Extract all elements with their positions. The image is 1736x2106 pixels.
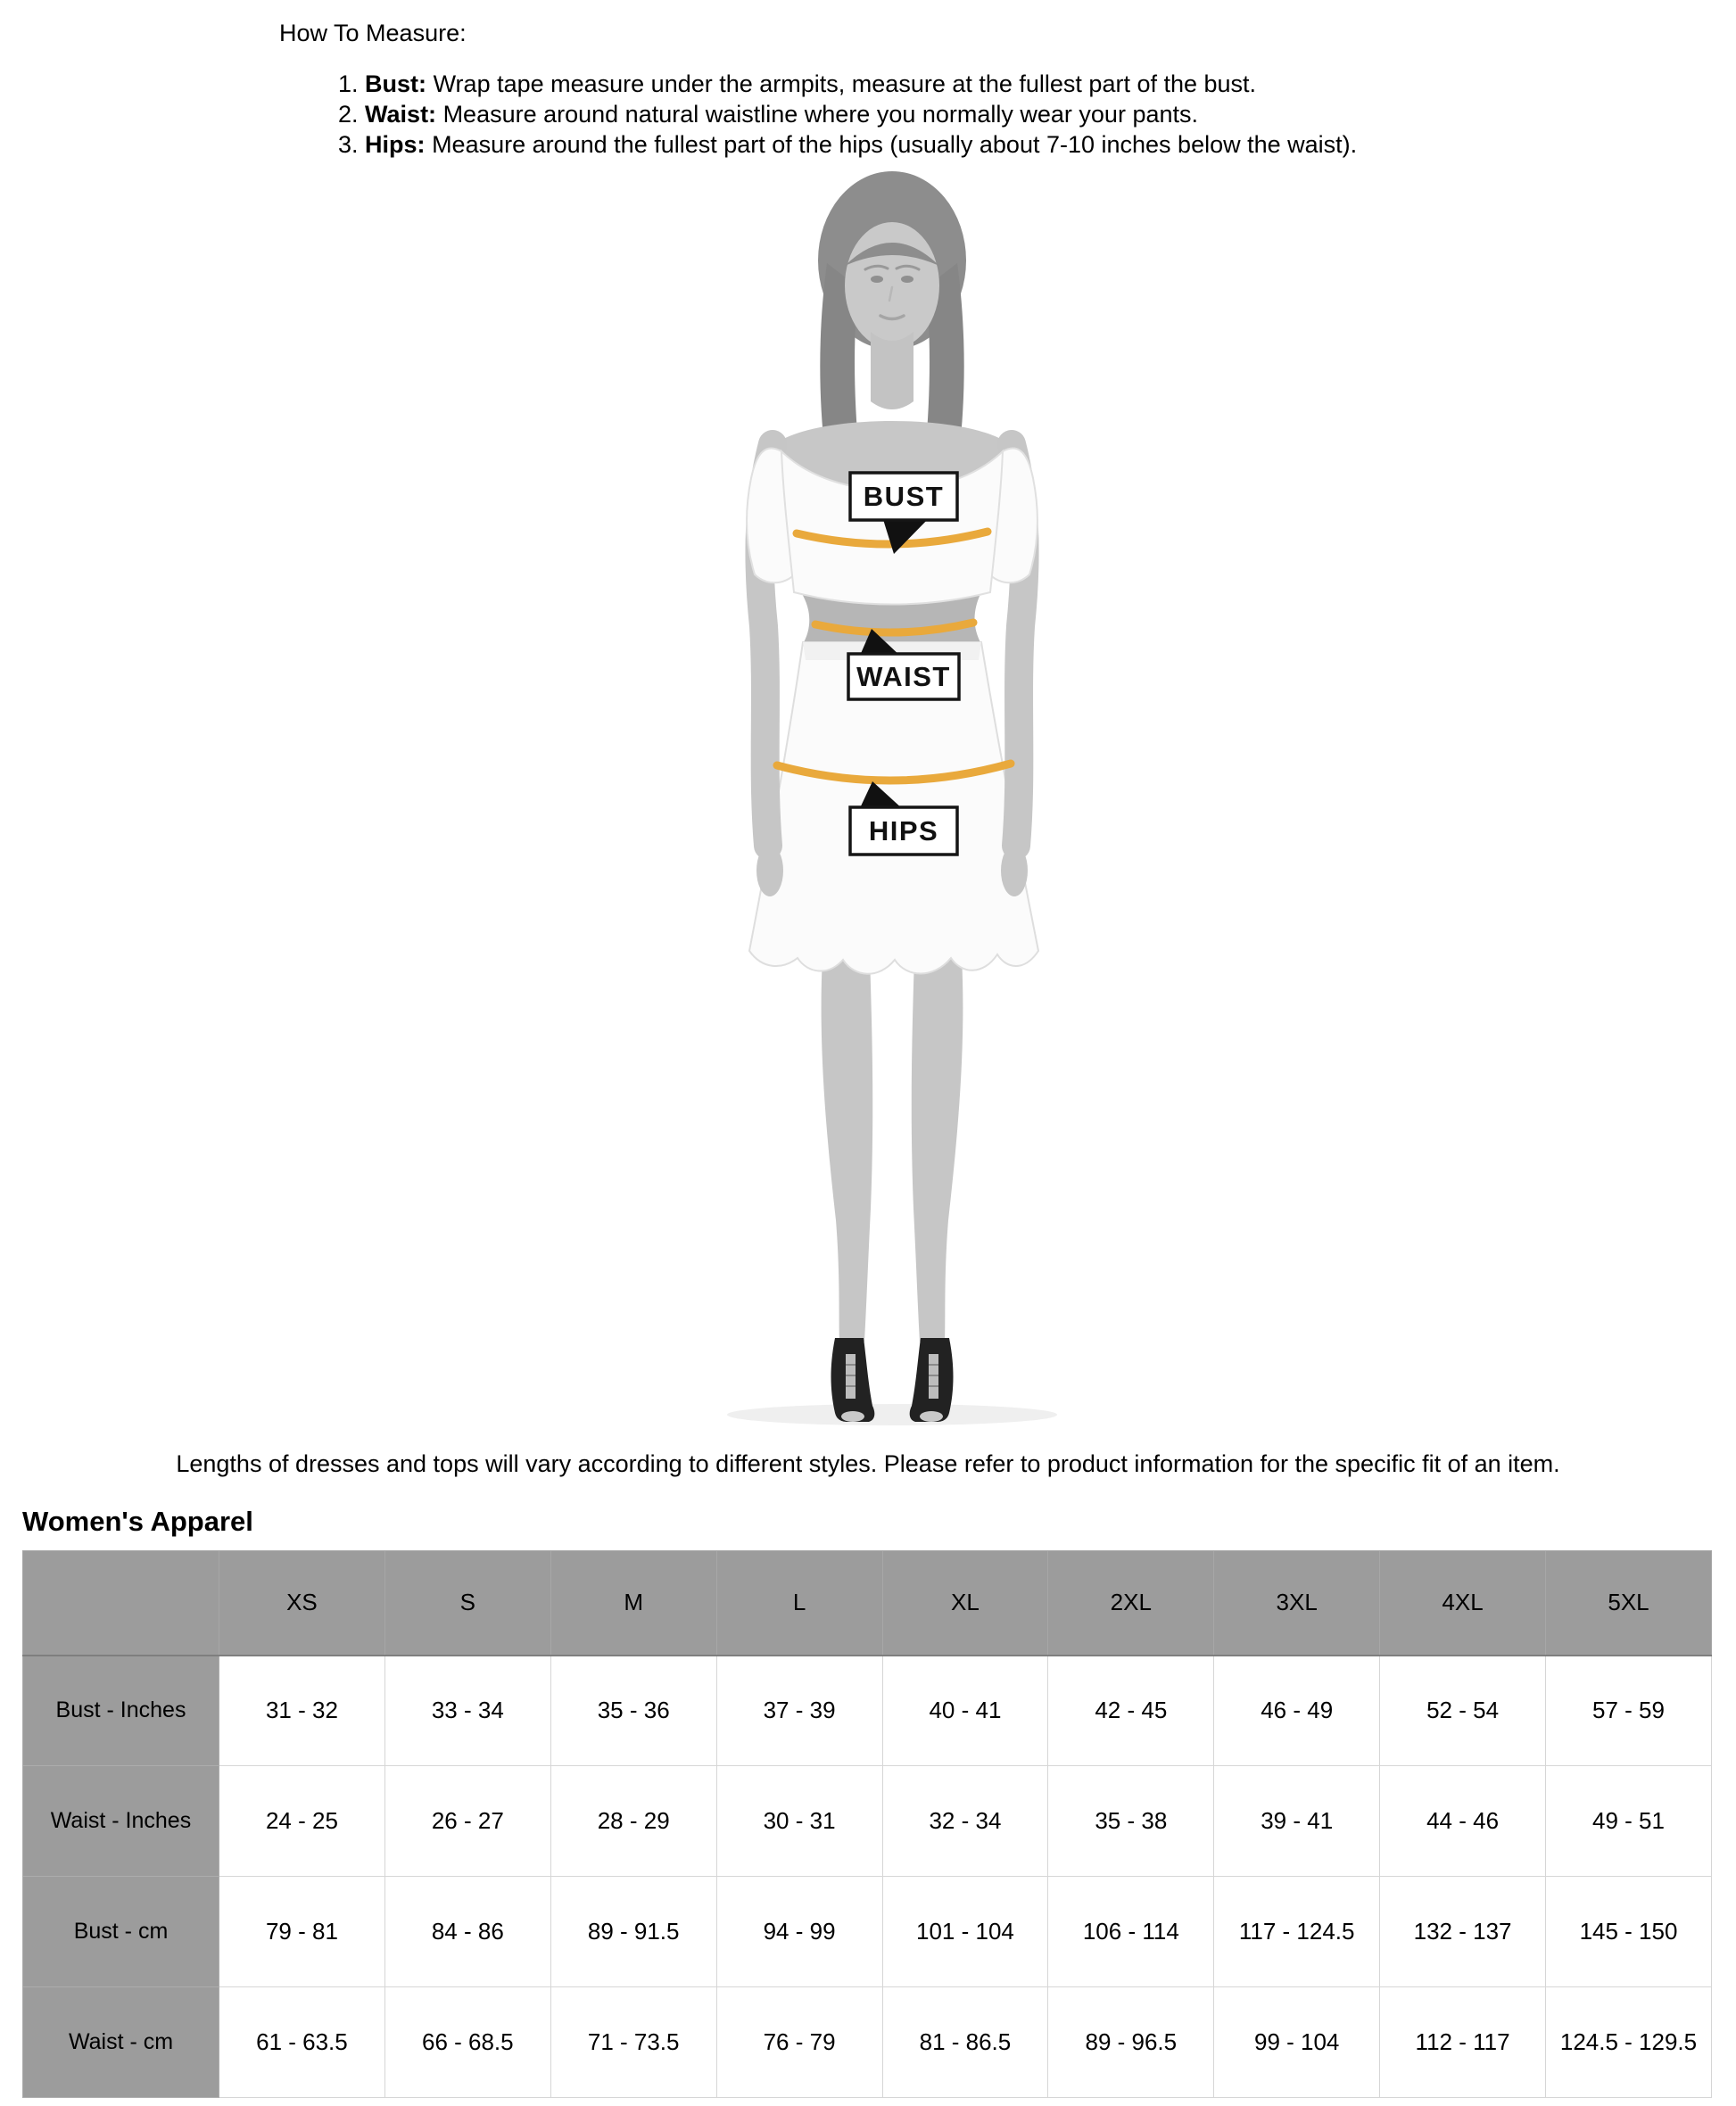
fit-note: Lengths of dresses and tops will vary according to different styles. Please refer to product information for the specific fit of an item.: [176, 1450, 1560, 1477]
size-value-cell: 28 - 29: [550, 1766, 716, 1877]
size-value-cell: 79 - 81: [219, 1877, 385, 1987]
instruction-term: Bust:: [365, 70, 427, 97]
instruction-number: 2.: [338, 101, 359, 128]
size-column-header: XS: [219, 1551, 385, 1656]
size-value-cell: 37 - 39: [716, 1656, 882, 1766]
instruction-number: 1.: [338, 70, 359, 97]
table-row: [23, 1656, 1712, 1766]
size-value-cell: 76 - 79: [716, 1987, 882, 2098]
row-label: Waist - Inches: [23, 1766, 219, 1877]
size-value-cell: 106 - 114: [1048, 1877, 1214, 1987]
size-value-cell: 33 - 34: [384, 1656, 550, 1766]
size-value-cell: 61 - 63.5: [219, 1987, 385, 2098]
size-chart-header: [23, 1551, 1712, 1656]
size-value-cell: 66 - 68.5: [384, 1987, 550, 2098]
row-label: Bust - Inches: [23, 1656, 219, 1766]
womens-apparel-title: Women's Apparel: [22, 1506, 253, 1537]
model-illustration: [669, 125, 1115, 1427]
size-value-cell: 35 - 36: [550, 1656, 716, 1766]
row-label: Bust - cm: [23, 1877, 219, 1987]
size-column-header: 3XL: [1214, 1551, 1380, 1656]
size-value-cell: 99 - 104: [1214, 1987, 1380, 2098]
size-value-cell: 84 - 86: [384, 1877, 550, 1987]
floor-shadow: [727, 1404, 1057, 1425]
instruction-text: Wrap tape measure under the armpits, measure at the fullest part of the bust.: [433, 70, 1257, 97]
size-column-header: L: [716, 1551, 882, 1656]
bust-callout-label: BUST: [863, 481, 945, 512]
size-value-cell: 89 - 96.5: [1048, 1987, 1214, 2098]
face: [845, 222, 939, 349]
measurement-model-figure: [669, 125, 1115, 1427]
size-value-cell: 39 - 41: [1214, 1766, 1380, 1877]
size-value-cell: 46 - 49: [1214, 1656, 1380, 1766]
waist-callout-label: WAIST: [856, 661, 951, 692]
size-value-cell: 42 - 45: [1048, 1656, 1214, 1766]
size-value-cell: 35 - 38: [1048, 1766, 1214, 1877]
neck: [871, 332, 913, 409]
size-value-cell: 101 - 104: [882, 1877, 1048, 1987]
size-value-cell: 26 - 27: [384, 1766, 550, 1877]
size-value-cell: 30 - 31: [716, 1766, 882, 1877]
size-value-cell: 57 - 59: [1546, 1656, 1712, 1766]
hips-callout-label: HIPS: [868, 815, 939, 847]
womens-apparel-section: [22, 1506, 1712, 2098]
size-column-header: XL: [882, 1551, 1048, 1656]
row-label: Waist - cm: [23, 1987, 219, 2098]
instruction-text: Measure around the fullest part of the hips (usually about 7-10 inches below the waist).: [432, 131, 1358, 158]
size-value-cell: 89 - 91.5: [550, 1877, 716, 1987]
table-row: [23, 1877, 1712, 1987]
size-column-header: 2XL: [1048, 1551, 1214, 1656]
size-value-cell: 81 - 86.5: [882, 1987, 1048, 2098]
size-chart-body: [23, 1656, 1712, 2098]
size-column-header: 4XL: [1380, 1551, 1546, 1656]
size-value-cell: 145 - 150: [1546, 1877, 1712, 1987]
legs: [822, 956, 963, 1342]
size-value-cell: 40 - 41: [882, 1656, 1048, 1766]
size-column-header: M: [550, 1551, 716, 1656]
size-value-cell: 32 - 34: [882, 1766, 1048, 1877]
size-value-cell: 49 - 51: [1546, 1766, 1712, 1877]
size-value-cell: 52 - 54: [1380, 1656, 1546, 1766]
size-value-cell: 132 - 137: [1380, 1877, 1546, 1987]
size-value-cell: 44 - 46: [1380, 1766, 1546, 1877]
size-value-cell: 31 - 32: [219, 1656, 385, 1766]
instruction-text: Measure around natural waistline where you normally wear your pants.: [442, 101, 1198, 128]
size-column-header: 5XL: [1546, 1551, 1712, 1656]
how-to-measure-title: How To Measure:: [279, 20, 467, 46]
instruction-term: Waist:: [365, 101, 437, 128]
size-value-cell: 124.5 - 129.5: [1546, 1987, 1712, 2098]
instruction-number: 3.: [338, 131, 359, 158]
header-row: [23, 1551, 1712, 1656]
table-row: [23, 1987, 1712, 2098]
size-value-cell: 24 - 25: [219, 1766, 385, 1877]
size-value-cell: 94 - 99: [716, 1877, 882, 1987]
instruction-term: Hips:: [365, 131, 426, 158]
size-value-cell: 112 - 117: [1380, 1987, 1546, 2098]
size-value-cell: 117 - 124.5: [1214, 1877, 1380, 1987]
corner-cell: [23, 1551, 219, 1656]
table-row: [23, 1766, 1712, 1877]
size-column-header: S: [384, 1551, 550, 1656]
instruction-bust: [338, 69, 1357, 99]
size-value-cell: 71 - 73.5: [550, 1987, 716, 2098]
size-chart-table: [22, 1550, 1712, 2098]
